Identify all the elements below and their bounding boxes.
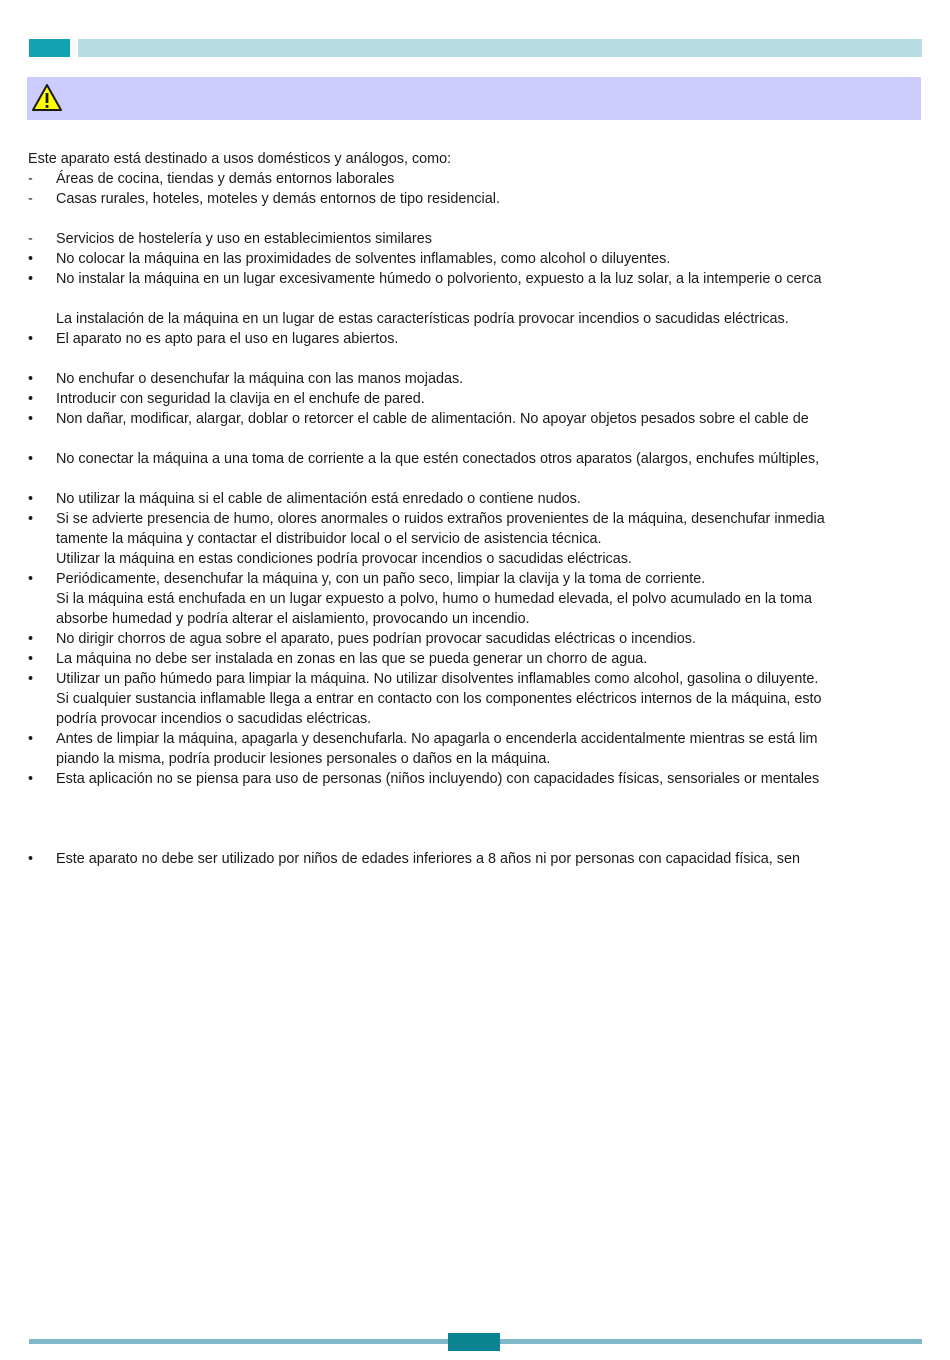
line-text: Áreas de cocina, tiendas y demás entornos laborales: [56, 171, 395, 187]
header-bar: [78, 39, 922, 57]
bullet-marker: •: [28, 491, 34, 507]
text-line: [28, 269, 922, 289]
text-line: [28, 529, 922, 549]
text-line: [28, 329, 922, 349]
text-line: [28, 629, 922, 649]
text-line: [28, 389, 922, 409]
line-text: La instalación de la máquina en un lugar de estas características podría provocar incendios o sacudidas eléctricas.: [56, 311, 789, 327]
text-line: [28, 309, 922, 329]
text-line: [28, 449, 922, 469]
blank-line: [28, 789, 922, 809]
bullet-marker: •: [28, 571, 34, 587]
line-text: No enchufar o desenchufar la máquina con las manos mojadas.: [56, 371, 464, 387]
text-line: [28, 709, 922, 729]
line-text: Esta aplicación no se piensa para uso de personas (niños incluyendo) con capacidades físicas, sensoriales or mentales: [56, 771, 820, 787]
line-text: No colocar la máquina en las proximidades de solventes inflamables, como alcohol o diluyentes.: [56, 251, 671, 267]
text-line: [28, 589, 922, 609]
line-text: absorbe humedad y podría alterar el aislamiento, provocando un incendio.: [56, 611, 530, 627]
warning-triangle-icon: [31, 83, 63, 113]
text-line: [28, 229, 922, 249]
blank-line: [28, 829, 922, 849]
line-text: El aparato no es apto para el uso en lugares abiertos.: [56, 331, 399, 347]
blank-line: [28, 809, 922, 829]
line-text: Antes de limpiar la máquina, apagarla y desenchufarla. No apagarla o encenderla accidentalmente mientras se está lim: [56, 731, 818, 747]
text-line: [28, 249, 922, 269]
text-line: [28, 189, 922, 209]
line-text: No utilizar la máquina si el cable de alimentación está enredado o contiene nudos.: [56, 491, 581, 507]
bullet-marker: •: [28, 371, 34, 387]
text-line: [28, 849, 922, 869]
text-line: [28, 769, 922, 789]
bullet-marker: •: [28, 671, 34, 687]
dash-marker: -: [28, 171, 33, 187]
bullet-marker: •: [28, 331, 34, 347]
text-line: [28, 729, 922, 749]
line-text: piando la misma, podría producir lesiones personales o daños en la máquina.: [56, 751, 551, 767]
text-line: [28, 689, 922, 709]
line-text: Si cualquier sustancia inflamable llega a entrar en contacto con los componentes eléctricos internos de la máquina, esto: [56, 691, 822, 707]
line-text: Periódicamente, desenchufar la máquina y, con un paño seco, limpiar la clavija y la toma de corriente.: [56, 571, 706, 587]
line-text: Servicios de hostelería y uso en establecimientos similares: [56, 231, 432, 247]
bullet-marker: •: [28, 771, 34, 787]
blank-line: [28, 429, 922, 449]
bullet-marker: •: [28, 631, 34, 647]
bullet-marker: •: [28, 271, 34, 287]
line-text: Este aparato está destinado a usos domésticos y análogos, como:: [28, 151, 452, 167]
line-text: Este aparato no debe ser utilizado por niños de edades inferiores a 8 años ni por personas con capacidad física, sen: [56, 851, 800, 867]
line-text: No instalar la máquina en un lugar excesivamente húmedo o polvoriento, expuesto a la luz solar, a la intemperie o cerca: [56, 271, 822, 287]
header-accent-block: [29, 39, 70, 57]
text-line: [28, 669, 922, 689]
line-text: Utilizar la máquina en estas condiciones podría provocar incendios o sacudidas eléctricas.: [56, 551, 632, 567]
line-text: Utilizar un paño húmedo para limpiar la máquina. No utilizar disolventes inflamables como alcohol, gasolina o diluyente.: [56, 671, 819, 687]
text-line: [28, 489, 922, 509]
text-line: [28, 149, 922, 169]
bullet-marker: •: [28, 391, 34, 407]
text-line: [28, 169, 922, 189]
line-text: tamente la máquina y contactar el distribuidor local o el servicio de asistencia técnica.: [56, 531, 602, 547]
blank-line: [28, 349, 922, 369]
warning-banner: [27, 77, 921, 120]
page-number-tab: [448, 1333, 500, 1351]
safety-instructions-text: [28, 149, 922, 869]
bullet-marker: •: [28, 511, 34, 527]
dash-marker: -: [28, 231, 33, 247]
bullet-marker: •: [28, 251, 34, 267]
text-line: [28, 409, 922, 429]
line-text: No conectar la máquina a una toma de corriente a la que estén conectados otros aparatos (alargos, enchufes múltiples,: [56, 451, 820, 467]
text-line: [28, 509, 922, 529]
dash-marker: -: [28, 191, 33, 207]
line-text: La máquina no debe ser instalada en zonas en las que se pueda generar un chorro de agua.: [56, 651, 648, 667]
line-text: Introducir con seguridad la clavija en el enchufe de pared.: [56, 391, 425, 407]
blank-line: [28, 289, 922, 309]
text-line: [28, 369, 922, 389]
text-line: [28, 549, 922, 569]
bullet-marker: •: [28, 731, 34, 747]
text-line: [28, 649, 922, 669]
line-text: podría provocar incendios o sacudidas eléctricas.: [56, 711, 372, 727]
bullet-marker: •: [28, 451, 34, 467]
blank-line: [28, 209, 922, 229]
bullet-marker: •: [28, 851, 34, 867]
line-text: Si la máquina está enchufada en un lugar expuesto a polvo, humo o humedad elevada, el polvo acumulado en la toma: [56, 591, 813, 607]
line-text: No dirigir chorros de agua sobre el aparato, pues podrían provocar sacudidas eléctricas o incendios.: [56, 631, 696, 647]
line-text: Non dañar, modificar, alargar, doblar o retorcer el cable de alimentación. No apoyar objetos pesados sobre el cable de: [56, 411, 809, 427]
text-line: [28, 609, 922, 629]
line-text: Casas rurales, hoteles, moteles y demás entornos de tipo residencial.: [56, 191, 500, 207]
bullet-marker: •: [28, 411, 34, 427]
bullet-marker: •: [28, 651, 34, 667]
text-line: [28, 749, 922, 769]
blank-line: [28, 469, 922, 489]
line-text: Si se advierte presencia de humo, olores anormales o ruidos extraños provenientes de la máquina, desenchufar inmedia: [56, 511, 825, 527]
text-line: [28, 569, 922, 589]
